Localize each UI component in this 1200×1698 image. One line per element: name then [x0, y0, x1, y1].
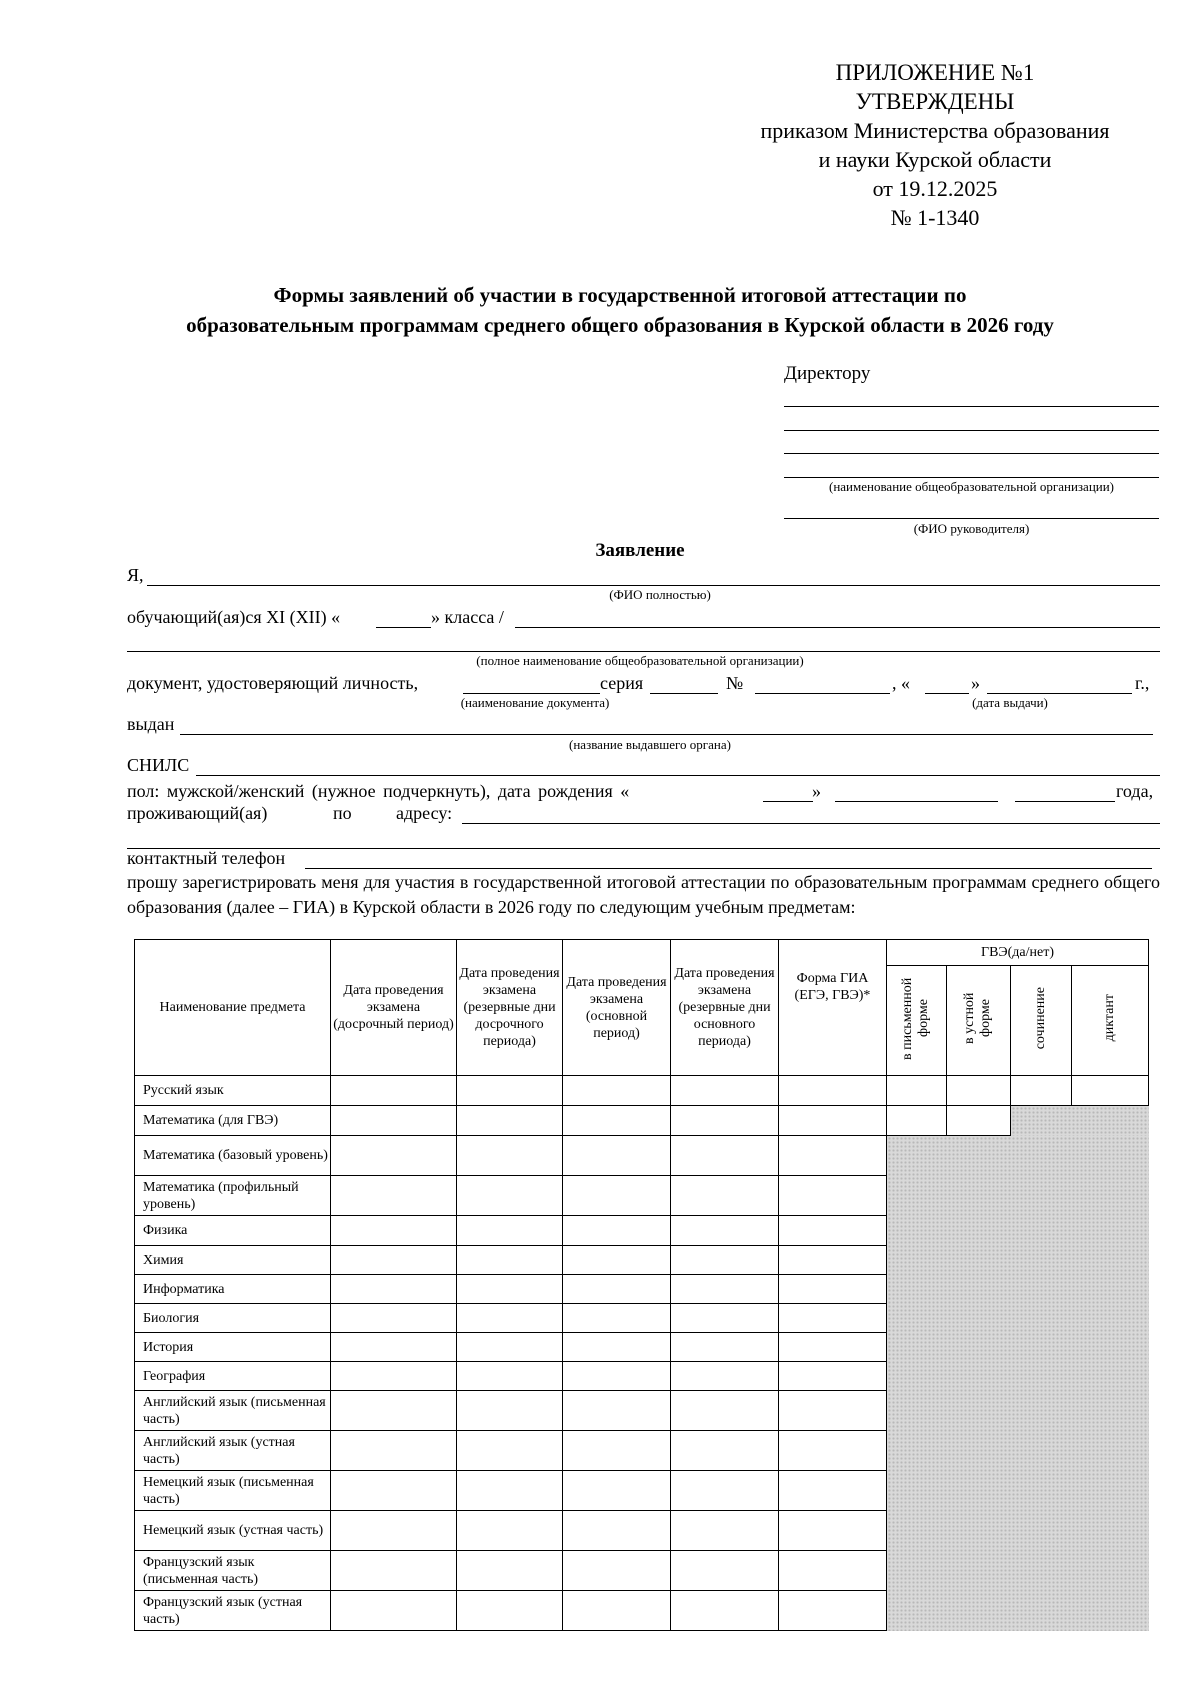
early-date-cell[interactable] — [331, 1246, 457, 1275]
document-title — [120, 280, 1120, 340]
header-main-reserve: Дата проведения экзамена (резервные дни основного периода) — [671, 940, 779, 1076]
early-reserve-date-cell[interactable] — [457, 1391, 563, 1431]
early-date-cell[interactable] — [331, 1136, 457, 1176]
header-subject: Наименование предмета — [135, 940, 331, 1076]
gve-written-cell[interactable] — [887, 1076, 947, 1106]
issue-month-year-line[interactable] — [987, 693, 1132, 694]
application-heading: Заявление — [595, 540, 685, 561]
gia-form-cell[interactable] — [779, 1551, 887, 1591]
header-main: Дата проведения экзамена (основной период) — [563, 940, 671, 1076]
subject-name: Математика (профильный уровень) — [135, 1176, 331, 1216]
subjects-table-body — [135, 1076, 1149, 1631]
table-row — [135, 1106, 1149, 1136]
subject-name: Английский язык (письменная часть) — [135, 1391, 331, 1431]
early-reserve-date-cell[interactable] — [457, 1333, 563, 1362]
early-reserve-date-cell[interactable] — [457, 1246, 563, 1275]
early-reserve-date-cell[interactable] — [457, 1136, 563, 1176]
address-word-2: по — [333, 803, 352, 823]
document-title-line2: образовательным программам среднего общего образования в Курской области в 2026 году — [186, 313, 1054, 337]
header-gve-dictation-cell — [1072, 966, 1149, 1076]
gve-oral-cell[interactable] — [947, 1076, 1011, 1106]
gve-dictation-cell[interactable] — [1072, 1076, 1149, 1106]
student-prefix: обучающий(ая)ся XI (XII) « — [127, 607, 341, 627]
early-date-cell[interactable] — [331, 1106, 457, 1136]
school-caption: (полное наименование общеобразовательной организации) — [476, 653, 804, 668]
early-date-cell[interactable] — [331, 1591, 457, 1631]
gve-oral-cell[interactable] — [947, 1106, 1011, 1136]
gia-form-cell[interactable] — [779, 1246, 887, 1275]
gia-form-cell[interactable] — [779, 1076, 887, 1106]
addressee-line-2[interactable] — [784, 430, 1159, 431]
main-reserve-date-cell[interactable] — [671, 1304, 779, 1333]
document-title-line1: Формы заявлений об участии в государственной итоговой аттестации по — [273, 283, 967, 307]
header-gve-oral-cell — [947, 966, 1011, 1076]
addressee-line-1[interactable] — [784, 406, 1159, 407]
main-reserve-date-cell[interactable] — [671, 1511, 779, 1551]
subject-name: Математика (базовый уровень) — [135, 1136, 331, 1176]
subject-name: История — [135, 1333, 331, 1362]
gia-form-cell[interactable] — [779, 1362, 887, 1391]
early-date-cell[interactable] — [331, 1216, 457, 1246]
main-date-cell[interactable] — [563, 1176, 671, 1216]
subject-name: Информатика — [135, 1275, 331, 1304]
main-date-cell[interactable] — [563, 1471, 671, 1511]
order-number: № 1-1340 — [890, 205, 980, 230]
gia-form-cell[interactable] — [779, 1275, 887, 1304]
main-reserve-date-cell[interactable] — [671, 1176, 779, 1216]
main-reserve-date-cell[interactable] — [671, 1471, 779, 1511]
date-close: » — [971, 673, 980, 693]
issue-date-caption: (дата выдачи) — [972, 695, 1048, 710]
fio-line[interactable] — [147, 585, 1160, 586]
snils-line[interactable] — [196, 775, 1160, 776]
gia-form-cell[interactable] — [779, 1471, 887, 1511]
header-gve-essay: сочинение — [1033, 986, 1048, 1050]
early-reserve-date-cell[interactable] — [457, 1551, 563, 1591]
early-reserve-date-cell[interactable] — [457, 1362, 563, 1391]
head-name-caption: (ФИО руководителя) — [913, 521, 1030, 536]
early-reserve-date-cell[interactable] — [457, 1216, 563, 1246]
subject-name: География — [135, 1362, 331, 1391]
doc-name-line[interactable] — [463, 693, 600, 694]
phone-line[interactable] — [305, 868, 1152, 869]
early-reserve-date-cell[interactable] — [457, 1511, 563, 1551]
early-date-cell[interactable] — [331, 1275, 457, 1304]
snils-label: СНИЛС — [127, 755, 190, 775]
address-word-3: адресу: — [396, 803, 453, 823]
main-date-cell[interactable] — [563, 1275, 671, 1304]
early-date-cell[interactable] — [331, 1471, 457, 1511]
gve-disabled-area — [887, 1136, 1149, 1631]
address-line-1[interactable] — [462, 823, 1160, 824]
header-gve-dictation: диктант — [1102, 994, 1117, 1042]
gia-form-cell[interactable] — [779, 1136, 887, 1176]
early-reserve-date-cell[interactable] — [457, 1275, 563, 1304]
main-date-cell[interactable] — [563, 1136, 671, 1176]
early-date-cell[interactable] — [331, 1176, 457, 1216]
school-line-2[interactable] — [127, 651, 1160, 652]
subject-name: Немецкий язык (письменная часть) — [135, 1471, 331, 1511]
subject-name: Французский язык (письменная часть) — [135, 1551, 331, 1591]
student-suffix: » класса / — [431, 607, 504, 627]
gender-birth-label — [127, 781, 629, 802]
header-gve-written: в письменной форме — [899, 976, 931, 1060]
early-date-cell[interactable] — [331, 1391, 457, 1431]
addressee-line-3[interactable] — [784, 453, 1159, 454]
main-reserve-date-cell[interactable] — [671, 1275, 779, 1304]
seria-label: серия — [600, 673, 644, 693]
phone-label: контактный телефон — [127, 848, 286, 868]
gia-form-cell[interactable] — [779, 1216, 887, 1246]
main-reserve-date-cell[interactable] — [671, 1391, 779, 1431]
birth-year-line[interactable] — [1015, 801, 1115, 802]
issued-label: выдан — [127, 714, 175, 734]
request-text: прошу зарегистрировать меня для участия в государственной итоговой аттестации по образовательным программам среднего общего образования (далее – ГИА) в Курской области в 2026 году по следующим учебным предметам: — [127, 872, 1160, 917]
subject-name: Химия — [135, 1246, 331, 1275]
header-form: Форма ГИА (ЕГЭ, ГВЭ)* — [779, 940, 887, 1076]
early-reserve-date-cell[interactable] — [457, 1176, 563, 1216]
org-name-caption: (наименование общеобразовательной организации) — [828, 479, 1115, 494]
subject-name: Немецкий язык (устная часть) — [135, 1511, 331, 1551]
header-gve-oral: в устной форме — [961, 992, 993, 1044]
early-reserve-date-cell[interactable] — [457, 1471, 563, 1511]
main-date-cell[interactable] — [563, 1551, 671, 1591]
date-open: , « — [892, 673, 910, 693]
gia-form-cell[interactable] — [779, 1176, 887, 1216]
birth-month-line[interactable] — [835, 801, 998, 802]
gve-essay-cell[interactable] — [1011, 1076, 1072, 1106]
header-early: Дата проведения экзамена (досрочный период) — [331, 940, 457, 1076]
birth-close: » — [812, 781, 821, 801]
main-reserve-date-cell[interactable] — [671, 1136, 779, 1176]
main-reserve-date-cell[interactable] — [671, 1216, 779, 1246]
early-date-cell[interactable] — [331, 1076, 457, 1106]
doc-name-caption: (наименование документа) — [460, 695, 610, 710]
main-date-cell[interactable] — [563, 1106, 671, 1136]
head-name-line[interactable] — [784, 518, 1159, 519]
main-date-cell[interactable] — [563, 1391, 671, 1431]
issue-day-line[interactable] — [925, 693, 969, 694]
early-reserve-date-cell[interactable] — [457, 1106, 563, 1136]
main-reserve-date-cell[interactable] — [671, 1106, 779, 1136]
fio-caption: (ФИО полностью) — [609, 587, 711, 602]
subject-name: Французский язык (устная часть) — [135, 1591, 331, 1631]
subject-name: Английский язык (устная часть) — [135, 1431, 331, 1471]
early-reserve-date-cell[interactable] — [457, 1591, 563, 1631]
order-issuer-line1: приказом Министерства образования — [760, 118, 1110, 143]
issuer-caption: (название выдавшего органа) — [569, 737, 731, 752]
early-reserve-date-cell[interactable] — [457, 1076, 563, 1106]
early-date-cell[interactable] — [331, 1511, 457, 1551]
header-gve-essay-cell — [1011, 966, 1072, 1076]
address-word-1: проживающий(ая) — [127, 803, 268, 823]
main-date-cell[interactable] — [563, 1511, 671, 1551]
main-date-cell[interactable] — [563, 1216, 671, 1246]
gia-form-cell[interactable] — [779, 1431, 887, 1471]
gia-form-cell[interactable] — [779, 1333, 887, 1362]
early-date-cell[interactable] — [331, 1304, 457, 1333]
year-g-label: г., — [1135, 673, 1150, 693]
number-label: № — [726, 673, 744, 693]
early-date-cell[interactable] — [331, 1551, 457, 1591]
ya-label: Я, — [127, 565, 144, 585]
main-date-cell[interactable] — [563, 1591, 671, 1631]
main-reserve-date-cell[interactable] — [671, 1076, 779, 1106]
main-reserve-date-cell[interactable] — [671, 1362, 779, 1391]
school-line-1[interactable] — [515, 627, 1160, 628]
seria-line[interactable] — [650, 693, 718, 694]
gender-birth-prefix: пол: мужской/женский (нужное подчеркнуть), дата рождения « — [127, 781, 630, 801]
subject-name: Математика (для ГВЭ) — [135, 1106, 331, 1136]
gia-form-cell[interactable] — [779, 1106, 887, 1136]
early-date-cell[interactable] — [331, 1431, 457, 1471]
org-name-line[interactable] — [784, 477, 1159, 478]
main-date-cell[interactable] — [563, 1304, 671, 1333]
table-row — [135, 1136, 1149, 1176]
approval-block — [735, 58, 1135, 232]
subject-name: Русский язык — [135, 1076, 331, 1106]
main-date-cell[interactable] — [563, 1246, 671, 1275]
subjects-table — [134, 939, 1149, 1631]
order-issuer-line2: и науки Курской области — [818, 147, 1052, 172]
gia-form-cell[interactable] — [779, 1591, 887, 1631]
gve-written-cell[interactable] — [887, 1106, 947, 1136]
main-date-cell[interactable] — [563, 1431, 671, 1471]
main-date-cell[interactable] — [563, 1333, 671, 1362]
main-reserve-date-cell[interactable] — [671, 1591, 779, 1631]
main-date-cell[interactable] — [563, 1076, 671, 1106]
issuer-line[interactable] — [180, 734, 1153, 735]
main-reserve-date-cell[interactable] — [671, 1333, 779, 1362]
director-label: Директору — [784, 363, 871, 384]
gve-disabled-area — [1011, 1106, 1149, 1136]
main-date-cell[interactable] — [563, 1362, 671, 1391]
id-doc-label: документ, удостоверяющий личность, — [127, 673, 419, 693]
doc-number-line[interactable] — [755, 693, 890, 694]
early-date-cell[interactable] — [331, 1333, 457, 1362]
subject-name: Физика — [135, 1216, 331, 1246]
gia-form-cell[interactable] — [779, 1391, 887, 1431]
header-gve: ГВЭ(да/нет) — [887, 940, 1149, 966]
early-reserve-date-cell[interactable] — [457, 1304, 563, 1333]
birth-day-line[interactable] — [763, 801, 813, 802]
main-reserve-date-cell[interactable] — [671, 1431, 779, 1471]
order-date: от 19.12.2025 — [872, 176, 998, 201]
header-early-reserve: Дата проведения экзамена (резервные дни досрочного периода) — [457, 940, 563, 1076]
main-reserve-date-cell[interactable] — [671, 1246, 779, 1275]
appendix-number: ПРИЛОЖЕНИЕ №1 — [835, 60, 1035, 85]
years-label: года, — [1116, 781, 1154, 801]
main-reserve-date-cell[interactable] — [671, 1551, 779, 1591]
table-row — [135, 1076, 1149, 1106]
class-number-line[interactable] — [376, 627, 431, 628]
subject-name: Биология — [135, 1304, 331, 1333]
early-reserve-date-cell[interactable] — [457, 1431, 563, 1471]
gia-form-cell[interactable] — [779, 1511, 887, 1551]
approved-label: УТВЕРЖДЕНЫ — [855, 89, 1015, 114]
header-gve-written-cell — [887, 966, 947, 1076]
early-date-cell[interactable] — [331, 1362, 457, 1391]
gia-form-cell[interactable] — [779, 1304, 887, 1333]
